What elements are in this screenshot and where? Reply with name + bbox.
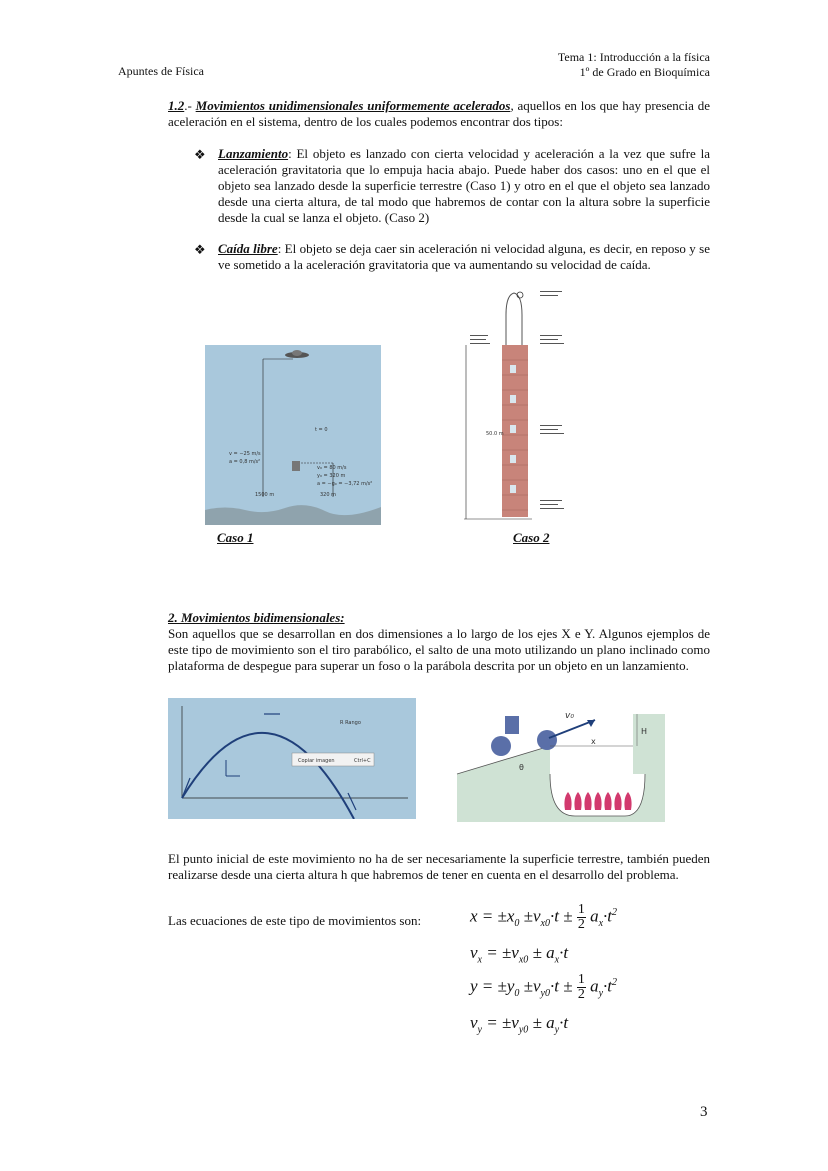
- caption-caso-2: Caso 2: [513, 530, 550, 545]
- term-lanzamiento: Lanzamiento: [218, 146, 289, 161]
- fig2-height-label: 50.0 m: [486, 431, 504, 437]
- x-label: x: [591, 737, 596, 746]
- fig1-t-label: t = 0: [315, 427, 328, 433]
- text-caida-libre: : El objeto se deja caer sin aceleración ni velocidad alguna, es decir, en reposo y se ve sometido a la aceleración gravitatoria que va aumentando su velocidad de caída.: [218, 241, 710, 272]
- section-2-paragraph-2: El punto inicial de este movimiento no ha de ser necesariamente la superficie terrestre, también pueden realizarse desde una cierta altura h que habremos de tener en cuenta en el desarrollo del problema.: [168, 851, 710, 882]
- figure-projectile: [168, 698, 416, 819]
- lander-icon: [292, 461, 300, 471]
- text-lanzamiento: : El objeto es lanzado con cierta velocidad y aceleración a la vez que sufre la aceleración gravitatoria que lo empuja hacia abajo. Puede haber dos casos: uno en el que el objeto sea lanzado desde la superficie terrestre (Caso 1) y otro en el que el objeto sea lanzado desde una cierta altura, de tal modo que habremos de contar con la altura sobre la superficie desde la cual se lanza el objeto. (Caso 2): [218, 146, 710, 225]
- figure-caso-2: [462, 285, 592, 525]
- figure-motorbike: [445, 698, 665, 822]
- fig1-h1-label: 1500 m: [255, 492, 275, 498]
- header-right-line2: 1º de Grado en Bioquímica: [579, 65, 710, 79]
- fig1-v1-label: v = −25 m/s: [229, 451, 261, 457]
- rango-label: R Rango: [340, 720, 361, 726]
- bullet-icon: ❖: [194, 242, 206, 257]
- theta-label: θ: [519, 763, 524, 772]
- header-left: Apuntes de Física: [118, 64, 204, 78]
- fig1-a2-label: a = −g₀ = −3,72 m/s²: [317, 481, 373, 487]
- figure-caso-1: [205, 345, 381, 525]
- equation-y: $y = \pm y_0 \pm v_{y0}\cdot t$ ± $\frac{1}{2}$ $a_y\cdot t^2$: [470, 972, 617, 1002]
- section-number: 1.2: [168, 98, 185, 113]
- section-2-paragraph: Son aquellos que se desarrollan en dos dimensiones a lo largo de los ejes X e Y. Algunos ejemplos de este tipo de movimiento son el tiro parabólico, el salto de una moto utilizando un plano inclinado como plataforma de despegue para superar un foso o la parábola descrita por un objeto en un lanzamiento.: [168, 626, 710, 673]
- section-title: Movimientos unidimensionales uniformemente acelerados: [195, 98, 511, 113]
- equation-vy: $v_y = \pm v_{y0} \pm a_y\cdot t$: [470, 1013, 569, 1036]
- equation-x: $x = \pm x_0 \pm v_{x0}\cdot t$ ± $\frac{1}{2}$ $a_x\cdot t^2$: [470, 902, 617, 932]
- section-sep: .-: [184, 98, 192, 113]
- equation-vx: $v_x = \pm v_{x0} \pm a_x\cdot t$: [470, 943, 569, 966]
- page-number: 3: [700, 1104, 708, 1120]
- bullet-caida-libre: [218, 241, 710, 273]
- v0-label: v₀: [565, 711, 574, 721]
- fig1-y2-label: y₀ = 320 m: [317, 473, 346, 479]
- bullet-icon: ❖: [194, 147, 206, 162]
- section-1-2-intro: [168, 98, 710, 130]
- equations-intro: Las ecuaciones de este tipo de movimientos son:: [168, 913, 422, 928]
- copy-shortcut-label: Ctrl+C: [354, 758, 371, 764]
- motorbike-icon: [491, 736, 511, 756]
- fig1-v2-label: v₀ = 80 m/s: [317, 465, 347, 471]
- fig1-h2-label: 320 m: [320, 492, 337, 498]
- section-intro-text: , aquellos en los que hay presencia de aceleración en el sistema, dentro de los cuales podemos encontrar dos tipos:: [168, 98, 710, 129]
- term-caida-libre: Caída libre: [218, 241, 278, 256]
- copy-image-label: Copiar imagen: [298, 758, 335, 764]
- h-label: H: [641, 727, 648, 736]
- section-2-title: 2. Movimientos bidimensionales:: [168, 610, 345, 625]
- bullet-lanzamiento: [218, 146, 710, 226]
- caption-caso-1: Caso 1: [217, 530, 254, 545]
- fig1-a1-label: a = 0,8 m/s²: [229, 459, 261, 465]
- header-right-line1: Tema 1: Introducción a la física: [557, 50, 710, 64]
